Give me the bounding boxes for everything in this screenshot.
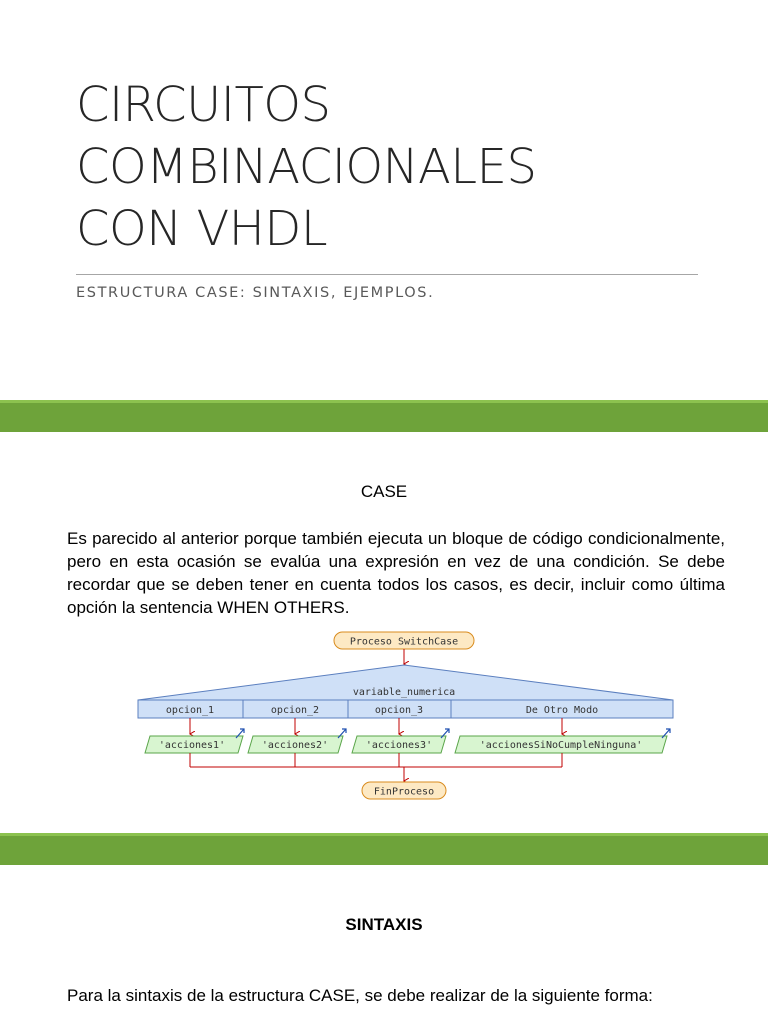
option-1-label: opcion_1 [165,705,215,716]
case-heading: CASE [360,482,408,501]
action-default-label: 'accionesSiNoCumpleNinguna' [479,740,643,751]
title-line-3: CON VHDL [76,201,328,257]
switch-variable: variable_numerica [352,687,456,698]
title-line-1: CIRCUITOS [76,77,331,133]
action-1-label: 'acciones1' [158,740,226,751]
option-default-label: De Otro Modo [525,705,599,716]
slide-separator-band [0,400,768,432]
start-terminal [334,632,474,649]
start-label: Proceso SwitchCase [349,636,459,648]
end-label: FinProceso [373,786,435,798]
slide-separator-band-2 [0,833,768,865]
option-2-label: opcion_2 [270,705,320,716]
switch-block [138,665,673,718]
action-3 [352,729,449,753]
slide-title [76,74,716,260]
end-terminal [362,782,446,799]
action-2 [248,729,346,753]
sintaxis-heading: SINTAXIS [345,915,423,934]
title-line-2: COMBINACIONALES [76,139,537,195]
action-2-label: 'acciones2' [261,740,329,751]
option-3-label: opcion_3 [374,705,424,716]
slide-subtitle: ESTRUCTURA CASE: SINTAXIS, EJEMPLOS. [76,285,435,301]
switch-case-flowchart [130,628,685,806]
sintaxis-description: Para la sintaxis de la estructura CASE, se debe realizar de la siguiente forma: [67,986,653,1005]
title-divider [76,274,698,275]
case-description: Es parecido al anterior porque también ejecuta un bloque de código condicionalmente, pero en esta ocasión se evalúa una expresión en vez de una condición. Se debe recordar que se deben tener en cuenta todos los casos, es decir, incluir como última opción la sentencia WHEN OTHERS. [67,529,725,617]
title-slide [0,0,768,400]
action-3-label: 'acciones3' [365,740,433,751]
action-1 [145,729,244,753]
